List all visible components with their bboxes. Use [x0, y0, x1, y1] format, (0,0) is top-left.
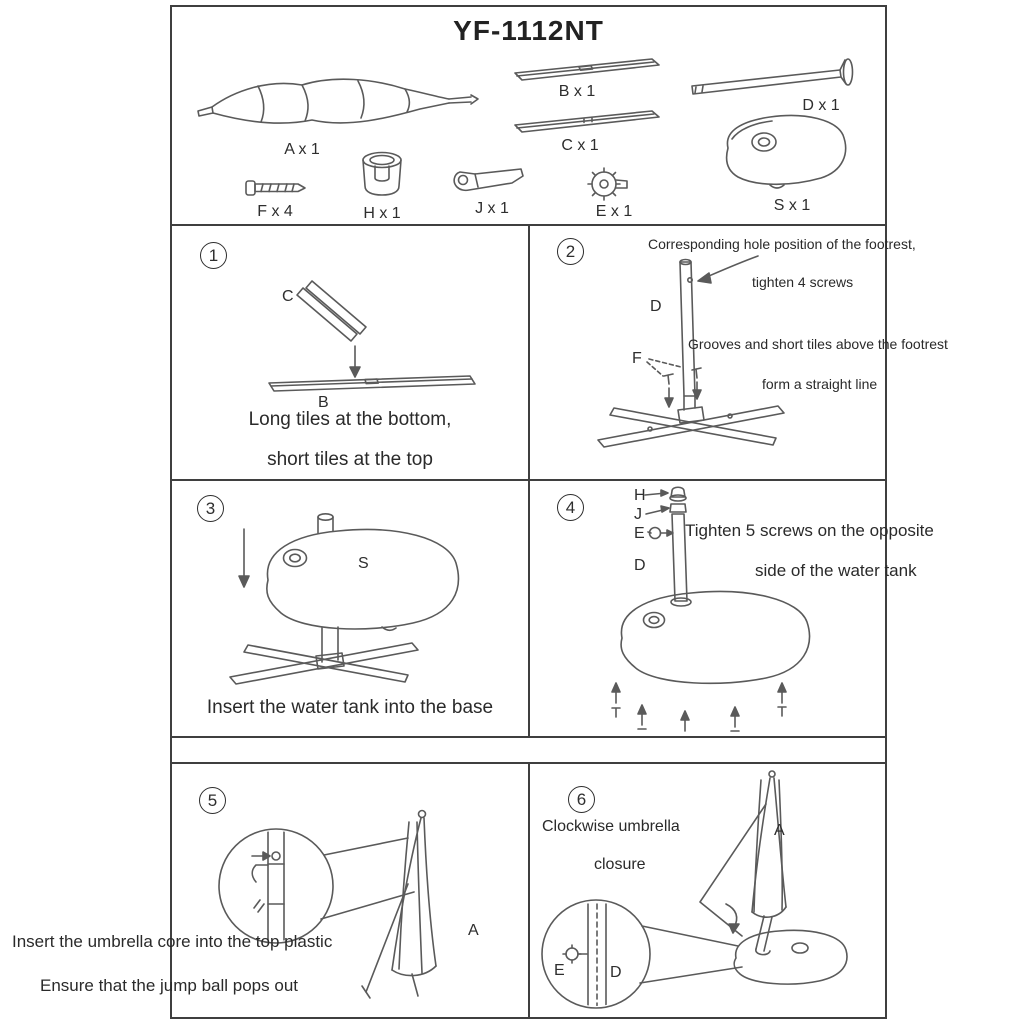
- step-4-part-d-label: D: [634, 557, 646, 574]
- step-4-text-line-2: side of the water tank: [755, 561, 917, 580]
- step-4-part-j-label: J: [634, 506, 642, 523]
- step-5-text-line-2: Ensure that the jump ball pops out: [40, 976, 298, 995]
- page-title: YF-1112NT: [453, 15, 604, 46]
- step-3-text-line-1: Insert the water tank into the base: [206, 697, 494, 718]
- step-6-text-line-1: Clockwise umbrella: [542, 818, 680, 835]
- part-label-c: C x 1: [561, 137, 599, 154]
- step-2-panel: [530, 226, 948, 479]
- part-d-pole-drawing: [692, 59, 853, 94]
- step-4-part-h-label: H: [634, 487, 646, 504]
- step-6-number: 6: [568, 786, 595, 813]
- part-label-b: B x 1: [558, 83, 596, 100]
- part-label-s: S x 1: [773, 197, 811, 214]
- parts-illustrations: [172, 7, 885, 224]
- step-5-part-a-label: A: [468, 922, 479, 939]
- step-3-number: 3: [197, 495, 224, 522]
- step-2-text-line-4: form a straight line: [762, 376, 878, 392]
- step-4-text-line-1: Tighten 5 screws on the opposite: [685, 521, 934, 540]
- step-2-text-line-3: Grooves and short tiles above the footrest: [688, 336, 948, 352]
- step-6-illustration: [530, 764, 885, 1017]
- part-c-bar-drawing: [515, 111, 659, 132]
- step-1-part-b-label: B: [318, 394, 329, 411]
- step-2-part-f-label: F: [632, 350, 642, 367]
- step-5-number: 5: [199, 787, 226, 814]
- step-4-number: 4: [557, 494, 584, 521]
- step-2-text-line-1: Corresponding hole position of the footrest,: [648, 236, 916, 252]
- step-1-number: 1: [200, 242, 227, 269]
- part-s-tank-drawing: [727, 116, 846, 188]
- step-4-part-e-label: E: [634, 525, 645, 542]
- part-b-bar-drawing: [515, 59, 659, 80]
- part-a-umbrella-drawing: [198, 79, 478, 123]
- part-label-e: E x 1: [595, 203, 633, 220]
- step-3-part-s-label: S: [358, 555, 369, 572]
- part-j-bracket-drawing: [454, 169, 523, 190]
- part-label-d: D x 1: [802, 97, 840, 114]
- part-h-cap-drawing: [363, 153, 401, 196]
- step-1-text-line-1: Long tiles at the bottom,: [248, 409, 452, 430]
- step-6-part-a-label: A: [774, 822, 785, 839]
- h-divider-3: [172, 736, 885, 738]
- step-3-panel: [172, 481, 528, 736]
- part-f-screw-drawing: [246, 181, 305, 195]
- step-5-panel: [12, 764, 528, 1017]
- step-1-panel: [172, 226, 528, 479]
- part-label-a: A x 1: [284, 141, 320, 158]
- step-6-part-d-label: D: [610, 964, 622, 981]
- step-6-part-e-label: E: [554, 962, 565, 979]
- step-4-illustration: [530, 481, 885, 736]
- step-2-number: 2: [557, 238, 584, 265]
- part-e-knob-drawing: [588, 168, 627, 200]
- step-2-part-d-label: D: [650, 298, 662, 315]
- part-label-h: H x 1: [363, 205, 401, 222]
- step-5-text-line-1: Insert the umbrella core into the top plastic: [12, 932, 333, 951]
- parts-section: [172, 7, 885, 224]
- step-6-text-line-2: closure: [594, 856, 646, 873]
- part-label-f: F x 4: [257, 203, 293, 220]
- step-1-part-c-label: C: [282, 288, 294, 305]
- step-2-illustration: [530, 226, 885, 479]
- part-label-j: J x 1: [475, 200, 509, 217]
- step-6-panel: [530, 764, 885, 1017]
- step-4-panel: [530, 481, 934, 736]
- step-2-text-line-2: tighten 4 screws: [752, 274, 854, 290]
- step-1-illustration: [172, 226, 528, 479]
- step-1-text-line-2: short tiles at the top: [267, 449, 433, 470]
